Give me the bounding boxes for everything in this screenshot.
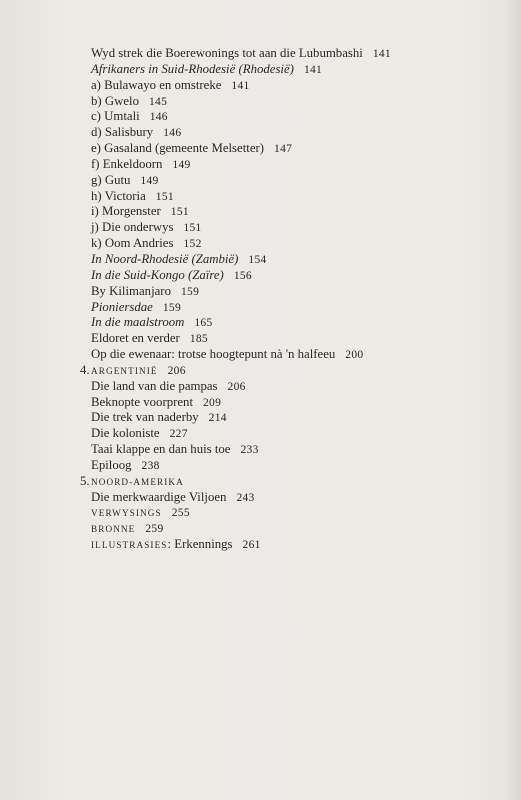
toc-entry-page: 146 — [149, 111, 168, 124]
toc-entry-page: 159 — [162, 301, 181, 314]
toc-entry-title: Die land van die pampas — [91, 378, 218, 393]
toc-entry-title: Op die ewenaar: trotse hoogtepunt nà 'n halfeeu — [91, 347, 336, 362]
toc-entry-page: 238 — [141, 459, 160, 472]
toc-entry-title: Epiloog — [91, 457, 132, 472]
toc-entry-page: 185 — [189, 333, 208, 346]
toc-entry — [80, 268, 510, 284]
toc-entry-title: g) Gutu — [91, 172, 131, 187]
toc-entry — [80, 62, 510, 78]
toc-entry — [80, 46, 510, 62]
toc-entry-page: 146 — [163, 127, 182, 140]
toc-entry — [80, 426, 510, 442]
toc-entry-title: h) Victoria — [91, 188, 146, 203]
toc-entry — [80, 442, 510, 458]
toc-entry-title: i) Morgenster — [91, 204, 161, 219]
toc-entry — [80, 157, 510, 173]
toc-entry-title: Die koloniste — [91, 426, 160, 441]
toc-entry-title: BRONNE — [91, 524, 136, 535]
chapter-number: 5. — [80, 473, 90, 488]
toc-entry-title: Wyd strek die Boerewonings tot aan die Lubumbashi — [91, 46, 363, 60]
toc-entry-page: 149 — [140, 174, 159, 187]
toc-entry — [80, 521, 510, 537]
toc-entry-title: Taai klappe en dan huis toe — [91, 442, 231, 457]
toc-entry — [80, 236, 510, 252]
toc-entry-page: 141 — [372, 48, 391, 60]
chapter-title: ARGENTINIË — [91, 365, 158, 376]
toc-entry — [80, 410, 510, 426]
toc-entry — [80, 458, 510, 474]
toc-entry — [80, 204, 510, 220]
toc-entry — [80, 490, 510, 506]
toc-entry-page: 214 — [208, 412, 227, 425]
toc-entry — [80, 379, 510, 395]
toc-entry-page: 154 — [248, 253, 267, 266]
toc-entry — [80, 300, 510, 316]
toc-entry-page: 145 — [148, 95, 168, 108]
toc-entry-title: VERWYSINGS — [91, 508, 162, 519]
toc-entry — [80, 94, 510, 110]
toc-entry-page: 141 — [303, 63, 323, 76]
toc-entry-title: Pioniersdae — [91, 299, 153, 314]
toc-entry-title: d) Salisbury — [91, 125, 154, 140]
toc-entry-page: 233 — [240, 444, 259, 457]
toc-entry — [80, 331, 510, 347]
toc-entry — [80, 252, 510, 268]
toc-entry — [80, 505, 510, 521]
toc-entry-title: Die trek van naderby — [91, 410, 199, 425]
toc-entry — [80, 78, 510, 94]
toc-entry-label: ILLUSTRASIES — [91, 540, 168, 551]
toc-entry-page: 151 — [183, 222, 202, 235]
toc-entry — [80, 537, 510, 553]
toc-entry — [80, 173, 510, 189]
toc-entry — [80, 315, 510, 331]
toc-chapter — [80, 474, 510, 490]
toc-entry-page: 151 — [155, 190, 174, 203]
toc-entry-page: 156 — [233, 269, 252, 282]
toc-entry-title: e) Gasaland (gemeente Melsetter) — [91, 141, 265, 156]
toc-entry — [80, 395, 510, 411]
toc-entry-title: b) Gwelo — [91, 93, 139, 108]
toc-entry-page: 159 — [180, 285, 200, 298]
toc-entry-page: 165 — [194, 317, 213, 330]
toc-entry-page: 206 — [227, 380, 246, 393]
toc-entry-page: 227 — [169, 428, 188, 441]
toc-entry-title: Beknopte voorprent — [91, 394, 193, 409]
chapter-number: 4. — [80, 362, 90, 377]
toc-entry-title: : Erkennings — [167, 537, 233, 552]
toc-entry — [80, 347, 510, 363]
toc-entry-title: In die Suid-Kongo (Zaïre) — [91, 267, 224, 282]
toc-entry-page: 149 — [172, 158, 191, 171]
toc-chapter — [80, 363, 510, 379]
toc-entry-title: a) Bulawayo en omstreke — [91, 77, 222, 92]
toc-entry-title: Die merkwaardige Viljoen — [91, 489, 227, 504]
toc-entry — [80, 284, 510, 300]
toc-entry-page: 243 — [236, 491, 255, 504]
toc-entry — [80, 189, 510, 205]
toc-entry-page: 261 — [242, 539, 261, 552]
toc-entry-title: Eldoret en verder — [91, 331, 180, 346]
toc-entry-title: j) Die onderwys — [91, 220, 174, 235]
toc-entry-title: c) Umtali — [91, 109, 140, 124]
toc-entry-page: 152 — [183, 238, 202, 251]
toc-entry-page: 255 — [171, 507, 190, 520]
toc-entry-title: f) Enkeldoorn — [91, 156, 163, 171]
toc-entry-title: Afrikaners in Suid-Rhodesië (Rhodesië) — [91, 61, 294, 76]
chapter-title: NOORD-AMERIKA — [91, 476, 184, 487]
table-of-contents — [80, 46, 510, 553]
toc-entry-page: 206 — [167, 364, 186, 377]
toc-entry — [80, 125, 510, 141]
toc-entry-title: k) Oom Andries — [91, 236, 174, 251]
toc-entry — [80, 109, 510, 125]
toc-entry-page: 259 — [145, 523, 164, 536]
toc-entry — [80, 220, 510, 236]
toc-entry-page: 209 — [203, 396, 222, 409]
toc-entry-title: In Noord-Rhodesië (Zambië) — [91, 251, 239, 266]
toc-entry-page: 147 — [274, 143, 293, 156]
toc-entry-page: 200 — [345, 349, 364, 362]
toc-entry-page: 151 — [170, 206, 189, 219]
toc-entry-title: In die maalstroom — [91, 315, 185, 330]
toc-entry — [80, 141, 510, 157]
toc-entry-page: 141 — [231, 79, 250, 92]
toc-entry-title: By Kilimanjaro — [91, 283, 171, 298]
